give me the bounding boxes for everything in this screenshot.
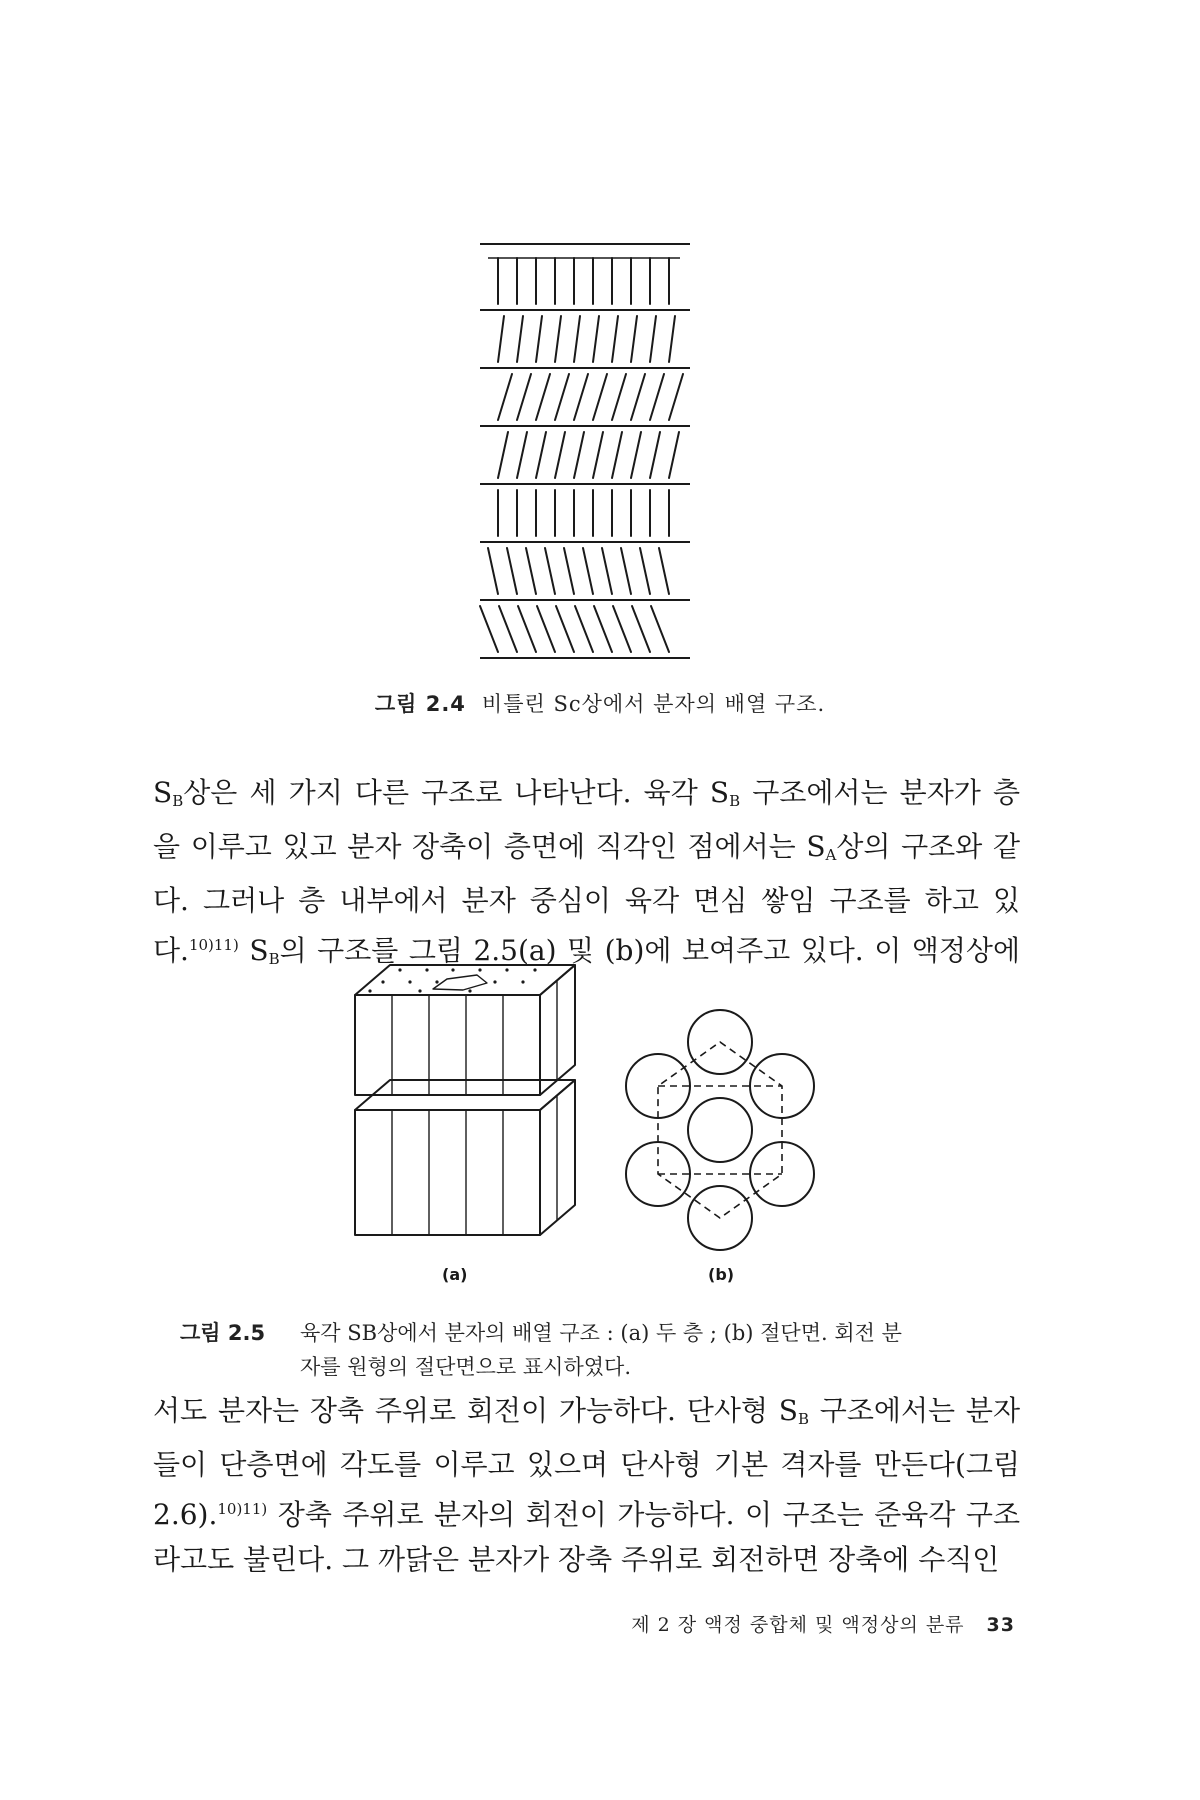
dot [435,980,438,983]
subscript: B [797,1410,809,1428]
molecule-stroke [659,548,669,594]
reference-superscript: 10)11) [188,936,239,954]
figure-2-4-caption [0,688,1200,718]
molecule-stroke [651,606,669,652]
dot [493,980,496,983]
text-fragment: 서도 분자는 장축 주위로 회전이 가능하다. 단사형 S [153,1394,798,1427]
molecule-stroke [612,316,618,362]
figure-2-5a-label: (a) [442,1265,468,1284]
text-fragment: 장축 주위로 분자의 회전이 가능하다. 이 구조는 준육각 구조 [267,1498,1020,1531]
paragraph-1-line-4 [153,923,1020,982]
molecule-stroke [536,374,550,420]
paragraph-1-line-3: 다. 그러나 층 내부에서 분자 중심이 육각 면심 쌓임 구조를 하고 있 [153,884,1020,917]
text-fragment: S [238,934,269,967]
figure-2-5-caption [180,1316,1020,1384]
text-fragment: 구조에서는 분자가 층 [740,776,1020,809]
text-fragment: 상은 세 가지 다른 구조로 나타난다. 육각 S [183,776,730,809]
molecule-stroke [612,374,626,420]
molecule-stroke [499,606,517,652]
molecule-stroke [498,432,508,478]
text-fragment: S [153,776,173,809]
molecule-stroke [583,548,593,594]
molecule-stroke [650,432,660,478]
molecule-stroke [507,548,517,594]
molecule-stroke [545,548,555,594]
molecule-stroke [480,606,498,652]
running-chapter-title: 제 2 장 액정 중합체 및 액정상의 분류 [631,1614,965,1636]
molecule-stroke [517,316,523,362]
dot [381,980,384,983]
bottom-layer-front-face [355,1110,540,1235]
figure-2-4-number: 그림 2.4 [374,692,466,716]
figure-2-5b-diagram [620,1010,820,1250]
text-fragment: 다. [153,934,189,967]
page-number: 33 [986,1614,1015,1636]
top-layer-top-face [355,965,575,995]
molecule-stroke [602,548,612,594]
molecule-stroke [536,316,542,362]
paragraph-2-line-2: 들이 단층면에 각도를 이루고 있으며 단사형 기본 격자를 만든다(그림 [153,1448,1020,1481]
figure-2-5-caption-line-2: 자를 원형의 절단면으로 표시하였다. [300,1355,631,1379]
molecule-stroke [669,432,679,478]
molecule-stroke [564,548,574,594]
figure-2-4-caption-text: 비틀린 Sc상에서 분자의 배열 구조. [481,692,826,716]
molecule-stroke [498,374,512,420]
molecule-stroke [536,432,546,478]
molecule-stroke [555,316,561,362]
dot [505,968,508,971]
dot [521,980,524,983]
dot [451,968,454,971]
paragraph-1-line-2 [153,824,1020,878]
text-fragment: 구조에서는 분자 [808,1394,1020,1427]
molecule-stroke [574,374,588,420]
top-hexagon [433,975,487,990]
molecule-stroke [594,606,612,652]
dot [398,968,401,971]
paragraph-1 [153,770,1020,982]
molecule-stroke [640,548,650,594]
text-fragment: 의 구조를 그림 2.5(a) 및 (b)에 보여주고 있다. 이 액정상에 [279,934,1020,967]
molecule-stroke [621,548,631,594]
figure-2-5b-label: (b) [708,1265,735,1284]
molecule-stroke [575,606,593,652]
figure-2-5-caption-line-1: 육각 SB상에서 분자의 배열 구조 : (a) 두 층 ; (b) 절단면. 회전 분 [300,1321,902,1345]
subscript: B [268,950,280,968]
figure-2-4-diagram [480,240,690,660]
paragraph-2-line-1 [153,1388,1020,1442]
dot [468,989,471,992]
molecule-stroke [593,374,607,420]
molecule-stroke [574,432,584,478]
molecule-stroke [631,316,637,362]
molecule-stroke [518,606,536,652]
molecule-circle-center [688,1098,752,1162]
text-fragment: 을 이루고 있고 분자 장축이 층면에 직각인 점에서는 S [153,830,826,863]
dot [368,989,371,992]
molecule-stroke [631,374,645,420]
molecule-stroke [517,432,527,478]
molecule-stroke [556,606,574,652]
molecule-stroke [574,316,580,362]
dot [408,980,411,983]
text-fragment: 2.6). [153,1498,218,1531]
molecule-stroke [498,316,504,362]
page-footer [631,1610,1015,1637]
molecule-stroke [631,432,641,478]
molecule-stroke [526,548,536,594]
paragraph-1-line-1 [153,770,1020,824]
molecule-stroke [517,374,531,420]
molecule-stroke [650,374,664,420]
dot [478,968,481,971]
paragraph-2-line-3 [153,1487,1020,1537]
molecule-stroke [537,606,555,652]
subscript: B [729,792,741,810]
paragraph-2-line-4: 라고도 불린다. 그 까닭은 분자가 장축 주위로 회전하면 장축에 수직인 [153,1543,1000,1576]
hexagon-outline [658,1042,782,1218]
dot [425,968,428,971]
molecule-stroke [669,374,683,420]
molecule-stroke [555,432,565,478]
molecule-stroke [632,606,650,652]
dot [418,989,421,992]
molecule-stroke [669,316,675,362]
paragraph-2 [153,1388,1020,1582]
molecule-stroke [488,548,498,594]
molecule-stroke [593,316,599,362]
molecule-stroke [555,374,569,420]
figure-2-5a-diagram [355,965,575,1240]
reference-superscript: 10)11) [217,1500,268,1518]
molecule-stroke [593,432,603,478]
molecule-stroke [613,606,631,652]
figure-2-5-number: 그림 2.5 [180,1321,266,1345]
text-fragment: 상의 구조와 같 [836,830,1020,863]
subscript: A [825,846,837,864]
molecule-stroke [650,316,656,362]
molecule-stroke [612,432,622,478]
subscript: B [172,792,184,810]
dot [533,968,536,971]
